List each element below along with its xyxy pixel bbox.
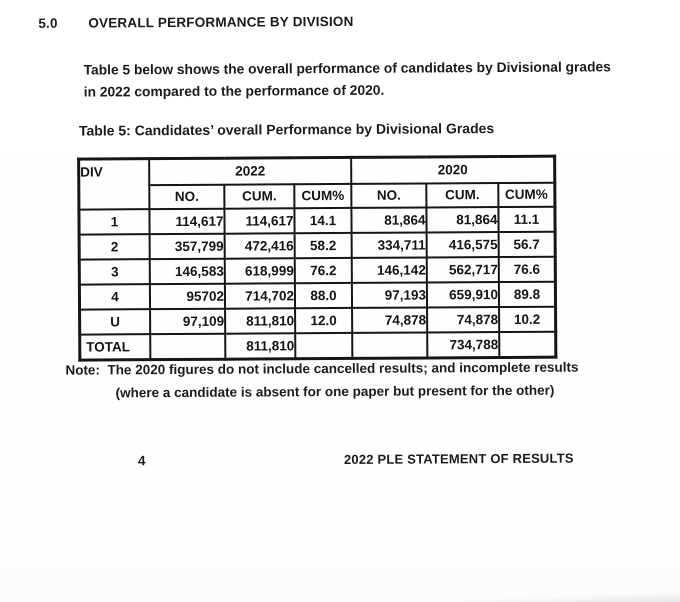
note-line-2: (where a candidate is absent for one paper but present for the other) <box>115 382 555 401</box>
cell-no-2022: 97,109 <box>150 309 225 334</box>
header-year-2020: 2020 <box>351 156 555 184</box>
cell-div: TOTAL <box>80 334 151 360</box>
cell-cumpct-2020: 56.7 <box>499 232 556 257</box>
cell-cumpct-2022: 88.0 <box>295 283 352 308</box>
cell-cumpct-2020: 11.1 <box>498 207 555 232</box>
cell-div: U <box>80 309 151 334</box>
cell-no-2022: 146,583 <box>150 259 225 284</box>
cell-no-2020: 97,193 <box>352 282 427 307</box>
cell-no-2020: 334,711 <box>352 232 427 257</box>
cell-cum-2022: 472,416 <box>225 233 295 258</box>
cell-cum-2022: 114,617 <box>224 208 294 233</box>
footer-text: 2022 PLE STATEMENT OF RESULTS <box>343 450 574 467</box>
section-heading-row <box>38 14 353 31</box>
cell-div: 1 <box>79 209 150 234</box>
header-no-2020: NO. <box>351 183 426 207</box>
cell-cumpct-2022: 14.1 <box>294 208 351 233</box>
note-block <box>65 356 578 405</box>
intro-line-1: Table 5 below shows the overall performance of candidates by Divisional grades <box>83 59 611 78</box>
table-caption: Table 5: Candidates’ overall Performance by Divisional Grades <box>78 120 495 139</box>
header-cumpct-2020: CUM% <box>498 183 555 207</box>
table-row-div2 <box>79 232 555 260</box>
section-heading: OVERALL PERFORMANCE BY DIVISION <box>88 13 354 31</box>
header-year-2022: 2022 <box>149 157 351 185</box>
cell-cum-2022: 714,702 <box>225 283 295 308</box>
table-row-div3 <box>79 257 555 285</box>
cell-cum-2022: 811,810 <box>225 333 295 359</box>
cell-no-2022: 357,799 <box>150 234 225 259</box>
intro-paragraph <box>84 56 612 103</box>
section-number: 5.0 <box>38 15 58 31</box>
cell-no-2022 <box>150 334 225 360</box>
cell-cum-2022: 811,810 <box>225 308 295 333</box>
cell-no-2020: 146,142 <box>352 257 427 282</box>
header-div: DIV <box>79 159 150 210</box>
header-cum-2020: CUM. <box>426 183 498 207</box>
header-cum-2022: CUM. <box>224 184 294 208</box>
cell-cum-2020: 562,717 <box>427 257 499 282</box>
header-cumpct-2022: CUM% <box>294 184 351 208</box>
cell-cum-2020: 81,864 <box>426 207 498 232</box>
cell-cum-2020: 416,575 <box>427 232 499 257</box>
cell-cumpct-2022: 12.0 <box>295 308 352 333</box>
page-number: 4 <box>137 453 146 469</box>
table-header-subcols <box>79 183 555 210</box>
cell-cumpct-2020: 76.6 <box>499 257 556 282</box>
note-line-1 <box>65 356 578 382</box>
cell-no-2022: 114,617 <box>149 209 224 234</box>
cell-cumpct-2022 <box>295 333 352 359</box>
cell-div: 2 <box>79 234 150 259</box>
cell-cumpct-2022: 58.2 <box>295 233 352 258</box>
cell-cum-2020: 74,878 <box>427 307 499 332</box>
note-label: Note: <box>65 362 100 378</box>
table-row-divU <box>80 307 556 335</box>
results-table <box>77 155 557 362</box>
cell-no-2020: 74,878 <box>352 307 427 332</box>
cell-cum-2020: 734,788 <box>427 332 499 358</box>
cell-cum-2022: 618,999 <box>225 258 295 283</box>
cell-cumpct-2022: 76.2 <box>295 258 352 283</box>
note-text-1: The 2020 figures do not include cancelled results; and incomplete results <box>107 359 579 378</box>
intro-line-2: in 2022 compared to the performance of 2020. <box>83 82 385 100</box>
header-no-2022: NO. <box>149 185 224 209</box>
cell-cum-2020: 659,910 <box>427 282 499 307</box>
cell-no-2020: 81,864 <box>351 207 426 232</box>
cell-cumpct-2020 <box>499 332 556 358</box>
cell-div: 3 <box>79 259 150 284</box>
cell-div: 4 <box>79 284 150 309</box>
cell-cumpct-2020: 89.8 <box>499 282 556 307</box>
cell-no-2020 <box>352 332 427 358</box>
table-row-div1 <box>79 207 555 235</box>
table-row-div4 <box>79 282 555 310</box>
table-header-years <box>79 156 555 185</box>
cell-cumpct-2020: 10.2 <box>499 307 556 332</box>
cell-no-2022: 95702 <box>150 284 225 309</box>
